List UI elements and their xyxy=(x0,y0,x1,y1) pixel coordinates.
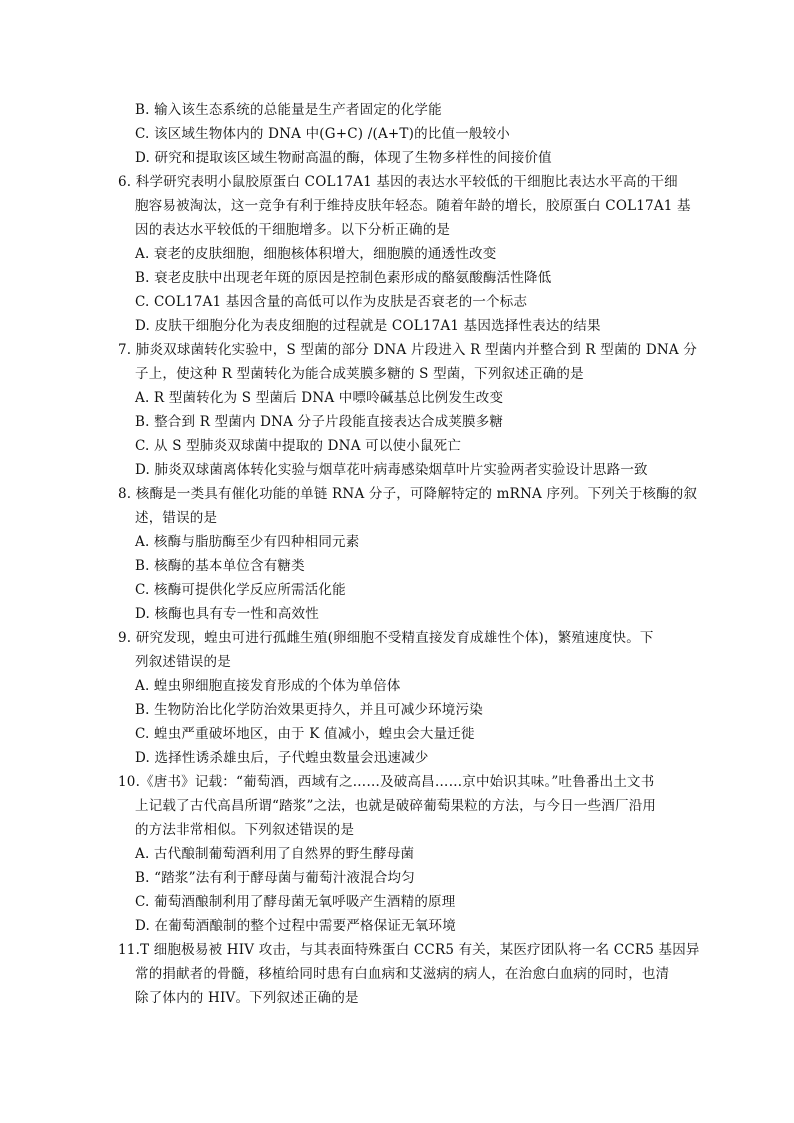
text-line: 上记载了古代高昌所谓“踏浆”之法，也就是破碎葡萄果粒的方法，与今日一些酒厂沿用 xyxy=(135,798,657,814)
text-line: 胞容易被淘汰，这一竞争有利于维持皮肤年轻态。随着年龄的增长，胶原蛋白 COL17A1 基 xyxy=(135,198,691,214)
text-line: C. 该区域生物体内的 DNA 中(G+C) /(A+T)的比值一般较小 xyxy=(135,126,510,142)
text-line: C. 从 S 型肺炎双球菌中提取的 DNA 可以使小鼠死亡 xyxy=(135,438,462,454)
text-line: B. 生物防治比化学防治效果更持久，并且可减少环境污染 xyxy=(135,702,483,718)
text-line: 8. 核酶是一类具有催化功能的单链 RNA 分子，可降解特定的 mRNA 序列。下列关于核酶的叙 xyxy=(118,486,698,502)
text-line: D. 研究和提取该区域生物耐高温的酶，体现了生物多样性的间接价值 xyxy=(135,150,552,166)
text-line: 10.《唐书》记载：“葡萄酒，西域有之……及破高昌……京中始识其味。”吐鲁番出土文书 xyxy=(118,774,655,790)
text-line: 列叙述错误的是 xyxy=(135,654,231,670)
text-line: D. 肺炎双球菌离体转化实验与烟草花叶病毒感染烟草叶片实验两者实验设计思路一致 xyxy=(135,462,648,478)
text-line: 11.T 细胞极易被 HIV 攻击，与其表面特殊蛋白 CCR5 有关，某医疗团队将一名 CCR5 基因异 xyxy=(118,942,700,958)
text-line: 述，错误的是 xyxy=(135,510,218,526)
text-line: 常的捐献者的骨髓，移植给同时患有白血病和艾滋病的病人，在治愈白血病的同时，也清 xyxy=(135,966,670,982)
text-line: C. 蝗虫严重破坏地区，由于 K 值减小，蝗虫会大量迁徙 xyxy=(135,726,475,742)
text-line: 子上，使这种 R 型菌转化为能合成荚膜多糖的 S 型菌，下列叙述正确的是 xyxy=(135,366,584,382)
text-line: B. 整合到 R 型菌内 DNA 分子片段能直接表达合成荚膜多糖 xyxy=(135,414,504,430)
text-line: C. 葡萄酒酿制利用了酵母菌无氧呼吸产生酒精的原理 xyxy=(135,894,456,910)
text-line: A. 核酶与脂肪酶至少有四种相同元素 xyxy=(135,534,360,550)
text-line: D. 在葡萄酒酿制的整个过程中需要严格保证无氧环境 xyxy=(135,918,456,934)
text-line: 6. 科学研究表明小鼠胶原蛋白 COL17A1 基因的表达水平较低的干细胞比表达水平高的干细 xyxy=(118,174,678,190)
text-line: B. 核酶的基本单位含有糖类 xyxy=(135,558,305,574)
text-line: B. 衰老皮肤中出现老年斑的原因是控制色素形成的酪氨酸酶活性降低 xyxy=(135,270,552,286)
text-line: 的方法非常相似。下列叙述错误的是 xyxy=(135,822,355,838)
text-line: B. “踏浆”法有利于酵母菌与葡萄汁液混合均匀 xyxy=(135,870,415,886)
text-line: A. 衰老的皮肤细胞，细胞核体积增大，细胞膜的通透性改变 xyxy=(135,246,497,262)
text-line: 因的表达水平较低的干细胞增多。以下分析正确的是 xyxy=(135,222,451,238)
text-line: D. 选择性诱杀雄虫后，子代蝗虫数量会迅速减少 xyxy=(135,750,429,766)
text-line: A. 蝗虫卵细胞直接发育形成的个体为单倍体 xyxy=(135,678,401,694)
text-line: A. 古代酿制葡萄酒利用了自然界的野生酵母菌 xyxy=(135,846,415,862)
text-line: B. 输入该生态系统的总能量是生产者固定的化学能 xyxy=(135,102,442,118)
text-line: 7. 肺炎双球菌转化实验中，S 型菌的部分 DNA 片段进入 R 型菌内并整合到 R 型菌的 DNA 分 xyxy=(118,342,698,358)
text-line: 9. 研究发现，蝗虫可进行孤雌生殖(卵细胞不受精直接发育成雄性个体)，繁殖速度快。下 xyxy=(118,630,654,646)
text-line: D. 皮肤干细胞分化为表皮细胞的过程就是 COL17A1 基因选择性表达的结果 xyxy=(135,318,601,334)
text-line: D. 核酶也具有专一性和高效性 xyxy=(135,606,319,622)
text-line: 除了体内的 HIV。下列叙述正确的是 xyxy=(135,990,359,1006)
text-line: A. R 型菌转化为 S 型菌后 DNA 中嘌呤碱基总比例发生改变 xyxy=(135,390,504,406)
text-line: C. COL17A1 基因含量的高低可以作为皮肤是否衰老的一个标志 xyxy=(135,294,528,310)
text-line: C. 核酶可提供化学反应所需活化能 xyxy=(135,582,346,598)
